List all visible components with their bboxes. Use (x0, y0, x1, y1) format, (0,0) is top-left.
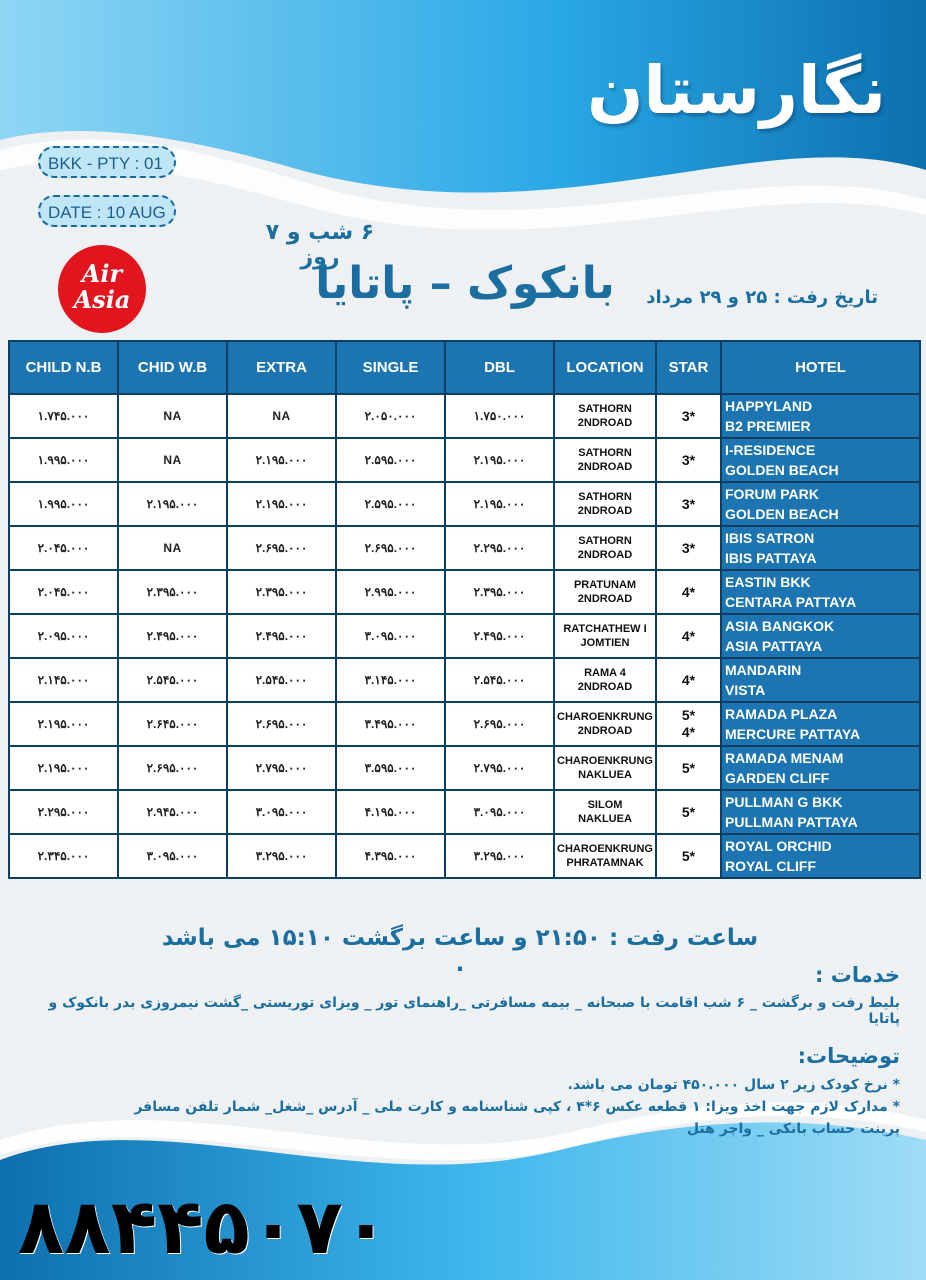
cell-extra (227, 570, 336, 614)
cell-dbl-text: ۲.۴۹۵.۰۰۰ (473, 629, 526, 643)
cell-star-text: 3* (681, 539, 696, 556)
cell-location-text: 2NDROAD (577, 505, 633, 517)
cell-extra (227, 438, 336, 482)
cell-dbl-text: ۲.۱۹۵.۰۰۰ (473, 453, 526, 467)
cell-hotel-text: IBIS PATTAYA (725, 550, 817, 566)
cell-dbl-text: ۲.۲۹۵.۰۰۰ (473, 541, 526, 555)
cell-location-text: CHAROENKRUNG (557, 755, 653, 767)
cell-location (554, 834, 656, 878)
phone-number: ۸۸۴۴۵۰۷۰ (18, 1182, 390, 1271)
cell-child-wb-text: ۲.۶۹۵.۰۰۰ (146, 761, 199, 775)
table-row (9, 790, 920, 834)
table-row (9, 614, 920, 658)
hotel-rates-table (8, 340, 921, 879)
cell-hotel-text: ASIA BANGKOK (725, 618, 835, 634)
header-star: STAR (656, 341, 721, 394)
cell-dbl-text: ۱.۷۵۰.۰۰۰ (473, 409, 526, 423)
cell-child-nb (9, 658, 118, 702)
cell-extra-text: ۳.۰۹۵.۰۰۰ (255, 805, 308, 819)
cell-extra-text: ۲.۶۹۵.۰۰۰ (255, 541, 308, 555)
cell-location (554, 394, 656, 438)
cell-extra (227, 482, 336, 526)
cell-single-text: ۳.۴۹۵.۰۰۰ (364, 717, 417, 731)
cell-location-text: NAKLUEA (578, 813, 632, 825)
cell-child-wb-text: NA (163, 409, 182, 423)
cell-location (554, 702, 656, 746)
header-hotel: HOTEL (721, 341, 920, 394)
cell-extra (227, 790, 336, 834)
cell-child-wb (118, 526, 227, 570)
logo-line2: Asia (73, 285, 131, 314)
cell-hotel-text: MANDARIN (725, 662, 802, 678)
cell-location-text: SATHORN (578, 403, 632, 415)
cell-child-wb-text: ۲.۴۹۵.۰۰۰ (146, 629, 199, 643)
cell-location-text: 2NDROAD (577, 681, 633, 693)
cell-single-text: ۴.۳۹۵.۰۰۰ (364, 849, 417, 863)
cell-single (336, 746, 445, 790)
cell-location (554, 570, 656, 614)
cell-child-nb (9, 614, 118, 658)
cell-child-wb-text: NA (163, 453, 182, 467)
cell-location-text: PHRATAMNAK (566, 857, 644, 869)
cell-extra (227, 658, 336, 702)
table-row (9, 526, 920, 570)
cell-single-text: ۳.۵۹۵.۰۰۰ (364, 761, 417, 775)
cell-hotel-text: VISTA (725, 682, 766, 698)
services-text: بلیط رفت و برگشت _ ۶ شب اقامت با صبحانه _ بیمه مسافرتی _راهنمای تور _ ویزای توریستی _گشت نیمروزی بدر بانکوک و پاتایا (48, 995, 900, 1027)
cell-child-nb-text: ۱.۹۹۵.۰۰۰ (37, 453, 90, 467)
cell-child-nb-text: ۲.۱۴۵.۰۰۰ (37, 673, 90, 687)
cell-dbl-text: ۲.۷۹۵.۰۰۰ (473, 761, 526, 775)
cell-dbl-text: ۲.۱۹۵.۰۰۰ (473, 497, 526, 511)
cell-child-nb-text: ۲.۰۴۵.۰۰۰ (37, 541, 90, 555)
cell-child-nb-text: ۱.۹۹۵.۰۰۰ (37, 497, 90, 511)
cell-extra (227, 614, 336, 658)
cell-location-text: 2NDROAD (577, 417, 633, 429)
cell-location-text: PRATUNAM (573, 579, 637, 591)
cell-star-text: 4* (681, 583, 696, 600)
cell-child-wb (118, 658, 227, 702)
cell-location-text: SATHORN (578, 535, 632, 547)
table-row (9, 394, 920, 438)
cell-single (336, 834, 445, 878)
cell-single-text: ۳.۰۹۵.۰۰۰ (364, 629, 417, 643)
cell-single (336, 614, 445, 658)
cell-hotel (721, 658, 920, 702)
cell-child-nb-text: ۲.۳۴۵.۰۰۰ (37, 849, 90, 863)
cell-location (554, 526, 656, 570)
table-row (9, 658, 920, 702)
cell-hotel-text: GARDEN CLIFF (725, 770, 830, 786)
cell-dbl (445, 570, 554, 614)
cell-extra-text: ۲.۱۹۵.۰۰۰ (255, 497, 308, 511)
cell-dbl (445, 438, 554, 482)
tour-duration: ۶ شب و ۷ روز (265, 220, 375, 270)
cell-single (336, 790, 445, 834)
cell-star-text: 4* (681, 671, 696, 688)
cell-child-wb-text: ۲.۹۴۵.۰۰۰ (146, 805, 199, 819)
cell-star (656, 790, 721, 834)
cell-dbl (445, 614, 554, 658)
cell-star-text: 4* (681, 724, 696, 740)
header-location: LOCATION (554, 341, 656, 394)
cell-child-wb (118, 790, 227, 834)
cell-extra (227, 702, 336, 746)
cell-child-wb-text: ۳.۰۹۵.۰۰۰ (146, 849, 199, 863)
cell-location (554, 790, 656, 834)
airasia-logo (58, 245, 146, 333)
cell-child-nb (9, 526, 118, 570)
cell-star (656, 394, 721, 438)
cell-child-nb (9, 702, 118, 746)
cell-hotel (721, 570, 920, 614)
cell-location-text: JOMTIEN (580, 637, 630, 649)
cell-extra (227, 394, 336, 438)
cell-child-nb-text: ۲.۱۹۵.۰۰۰ (37, 761, 90, 775)
cell-hotel-text: ASIA PATTAYA (725, 638, 823, 654)
cell-dbl (445, 702, 554, 746)
table-body (9, 394, 920, 878)
departure-dates: تاریخ رفت : ۲۵ و ۲۹ مرداد (646, 287, 878, 308)
table-row (9, 438, 920, 482)
cell-child-wb (118, 702, 227, 746)
cell-extra (227, 526, 336, 570)
cell-star (656, 702, 721, 746)
cell-single-text: ۴.۱۹۵.۰۰۰ (364, 805, 417, 819)
header-child-nb: CHILD N.B (9, 341, 118, 394)
note-line: * نرخ کودک زیر ۲ سال ۴۵۰.۰۰۰ تومان می باشد. (567, 1077, 900, 1093)
cell-hotel-text: MERCURE PATTAYA (725, 726, 861, 742)
header-single: SINGLE (336, 341, 445, 394)
cell-location-text: 2NDROAD (577, 549, 633, 561)
cell-child-nb (9, 746, 118, 790)
cell-location-text: NAKLUEA (578, 769, 632, 781)
cell-location-text: SATHORN (578, 447, 632, 459)
cell-hotel-text: IBIS SATRON (725, 530, 815, 546)
cell-hotel-text: ROYAL CLIFF (725, 858, 817, 874)
cell-dbl (445, 834, 554, 878)
notes-title: توضیحات: (797, 1044, 900, 1068)
cell-extra-text: ۲.۶۹۵.۰۰۰ (255, 717, 308, 731)
table-row (9, 482, 920, 526)
notes-list (20, 1074, 900, 1140)
cell-dbl (445, 394, 554, 438)
cell-child-nb-text: ۲.۰۹۵.۰۰۰ (37, 629, 90, 643)
cell-child-nb (9, 570, 118, 614)
cell-hotel (721, 702, 920, 746)
cell-single (336, 658, 445, 702)
cell-hotel-text: PULLMAN G BKK (725, 794, 843, 810)
services-title: خدمات : (815, 963, 900, 987)
cell-star (656, 570, 721, 614)
cell-single-text: ۲.۰۵۰.۰۰۰ (364, 409, 417, 423)
cell-location-text: 2NDROAD (577, 461, 633, 473)
cell-hotel-text: CENTARA PATTAYA (725, 594, 857, 610)
cell-location-text: SATHORN (578, 491, 632, 503)
cell-location-text: 2NDROAD (577, 593, 633, 605)
cell-hotel (721, 614, 920, 658)
cell-extra-text: ۳.۲۹۵.۰۰۰ (255, 849, 308, 863)
cell-hotel-text: EASTIN BKK (725, 574, 811, 590)
cell-dbl-text: ۲.۵۴۵.۰۰۰ (473, 673, 526, 687)
cell-child-nb-text: ۱.۷۴۵.۰۰۰ (37, 409, 90, 423)
cell-extra-text: NA (272, 409, 291, 423)
brand-title: نگارستان (587, 52, 886, 129)
cell-star (656, 526, 721, 570)
cell-child-wb (118, 834, 227, 878)
cell-child-wb-text: ۲.۶۴۵.۰۰۰ (146, 717, 199, 731)
cell-hotel-text: B2 PREMIER (725, 418, 811, 434)
cell-child-wb (118, 438, 227, 482)
table-row (9, 570, 920, 614)
cell-hotel (721, 834, 920, 878)
cell-single-text: ۲.۵۹۵.۰۰۰ (364, 497, 417, 511)
cell-hotel (721, 746, 920, 790)
cell-hotel (721, 394, 920, 438)
cell-star-text: 3* (681, 451, 696, 468)
cell-child-wb (118, 746, 227, 790)
cell-single-text: ۲.۶۹۵.۰۰۰ (364, 541, 417, 555)
table-header-row (9, 341, 920, 394)
cell-dbl (445, 746, 554, 790)
cell-extra-text: ۲.۵۴۵.۰۰۰ (255, 673, 308, 687)
header-extra: EXTRA (227, 341, 336, 394)
cell-child-nb-text: ۲.۲۹۵.۰۰۰ (37, 805, 90, 819)
table-row (9, 834, 920, 878)
cell-location (554, 746, 656, 790)
cell-location-text: RAMA 4 (584, 667, 626, 679)
cell-dbl (445, 658, 554, 702)
cell-extra-text: ۲.۷۹۵.۰۰۰ (255, 761, 308, 775)
cell-extra-text: ۲.۴۹۵.۰۰۰ (255, 629, 308, 643)
cell-dbl (445, 526, 554, 570)
cell-child-wb (118, 394, 227, 438)
cell-child-nb (9, 438, 118, 482)
cell-location-text: RATCHATHEW I (563, 623, 647, 635)
cell-hotel-text: RAMADA MENAM (725, 750, 844, 766)
cell-single-text: ۳.۱۴۵.۰۰۰ (364, 673, 417, 687)
cell-single (336, 702, 445, 746)
cell-dbl (445, 790, 554, 834)
cell-hotel-text: GOLDEN BEACH (725, 506, 839, 522)
cell-extra-text: ۲.۳۹۵.۰۰۰ (255, 585, 308, 599)
cell-single-text: ۲.۹۹۵.۰۰۰ (364, 585, 417, 599)
cell-child-wb-text: ۲.۳۹۵.۰۰۰ (146, 585, 199, 599)
cell-star (656, 658, 721, 702)
cell-child-nb (9, 790, 118, 834)
cell-child-wb (118, 570, 227, 614)
cell-star (656, 482, 721, 526)
cell-single (336, 570, 445, 614)
cell-hotel (721, 526, 920, 570)
cell-dbl-text: ۲.۶۹۵.۰۰۰ (473, 717, 526, 731)
cell-extra-text: ۲.۱۹۵.۰۰۰ (255, 453, 308, 467)
header-child-wb: CHID W.B (118, 341, 227, 394)
cell-location-text: 2NDROAD (577, 725, 633, 737)
table-row (9, 746, 920, 790)
route-code-badge: BKK - PTY : 01 (38, 146, 176, 178)
cell-dbl-text: ۲.۳۹۵.۰۰۰ (473, 585, 526, 599)
cell-location (554, 438, 656, 482)
header-dbl: DBL (445, 341, 554, 394)
cell-location-text: CHAROENKRUNG (557, 711, 653, 723)
note-line: پرینت حساب بانکی _ واچر هتل (686, 1121, 900, 1137)
tour-route-title: بانکوک – پاتایا (315, 258, 615, 309)
cell-dbl-text: ۳.۲۹۵.۰۰۰ (473, 849, 526, 863)
cell-star (656, 834, 721, 878)
cell-star-text: 5* (681, 847, 696, 864)
cell-child-nb-text: ۲.۱۹۵.۰۰۰ (37, 717, 90, 731)
cell-hotel-text: RAMADA PLAZA (725, 706, 838, 722)
cell-dbl (445, 482, 554, 526)
cell-star (656, 438, 721, 482)
cell-hotel-text: GOLDEN BEACH (725, 462, 839, 478)
cell-child-wb-text: NA (163, 541, 182, 555)
cell-single (336, 394, 445, 438)
cell-extra (227, 746, 336, 790)
cell-star-text: 3* (681, 407, 696, 424)
cell-child-nb (9, 394, 118, 438)
cell-star-text: 4* (681, 627, 696, 644)
cell-hotel-text: I-RESIDENCE (725, 442, 816, 458)
flight-times: ساعت رفت : ۲۱:۵۰ و ساعت برگشت ۱۵:۱۰ می باشد . (161, 925, 759, 977)
table-row (9, 702, 920, 746)
logo-line1: Air (81, 259, 123, 288)
cell-star-text: 5* (681, 707, 696, 723)
cell-hotel-text: ROYAL ORCHID (725, 838, 832, 854)
cell-star (656, 746, 721, 790)
cell-dbl-text: ۳.۰۹۵.۰۰۰ (473, 805, 526, 819)
cell-location (554, 614, 656, 658)
cell-star (656, 614, 721, 658)
cell-child-nb-text: ۲.۰۴۵.۰۰۰ (37, 585, 90, 599)
cell-child-wb (118, 482, 227, 526)
date-badge: DATE : 10 AUG (38, 195, 176, 227)
cell-single (336, 482, 445, 526)
cell-location-text: SILOM (587, 799, 623, 811)
cell-child-nb (9, 482, 118, 526)
cell-child-wb (118, 614, 227, 658)
cell-location (554, 482, 656, 526)
cell-child-wb-text: ۲.۱۹۵.۰۰۰ (146, 497, 199, 511)
note-line: * مدارک لازم جهت اخذ ویزا: ۱ قطعه عکس ۶*۴ ، کپی شناسنامه و کارت ملی _ آدرس _شغل_ شمار تلفن مسافر (134, 1099, 900, 1115)
cell-child-wb-text: ۲.۵۴۵.۰۰۰ (146, 673, 199, 687)
cell-hotel-text: HAPPYLAND (725, 398, 813, 414)
cell-star-text: 5* (681, 803, 696, 820)
cell-hotel (721, 438, 920, 482)
cell-star-text: 3* (681, 495, 696, 512)
cell-hotel-text: FORUM PARK (725, 486, 819, 502)
cell-single-text: ۲.۵۹۵.۰۰۰ (364, 453, 417, 467)
cell-hotel-text: PULLMAN PATTAYA (725, 814, 858, 830)
cell-location (554, 658, 656, 702)
cell-single (336, 526, 445, 570)
cell-location-text: CHAROENKRUNG (557, 843, 653, 855)
cell-child-nb (9, 834, 118, 878)
cell-hotel (721, 790, 920, 834)
cell-extra (227, 834, 336, 878)
cell-star-text: 5* (681, 759, 696, 776)
cell-hotel (721, 482, 920, 526)
cell-single (336, 438, 445, 482)
